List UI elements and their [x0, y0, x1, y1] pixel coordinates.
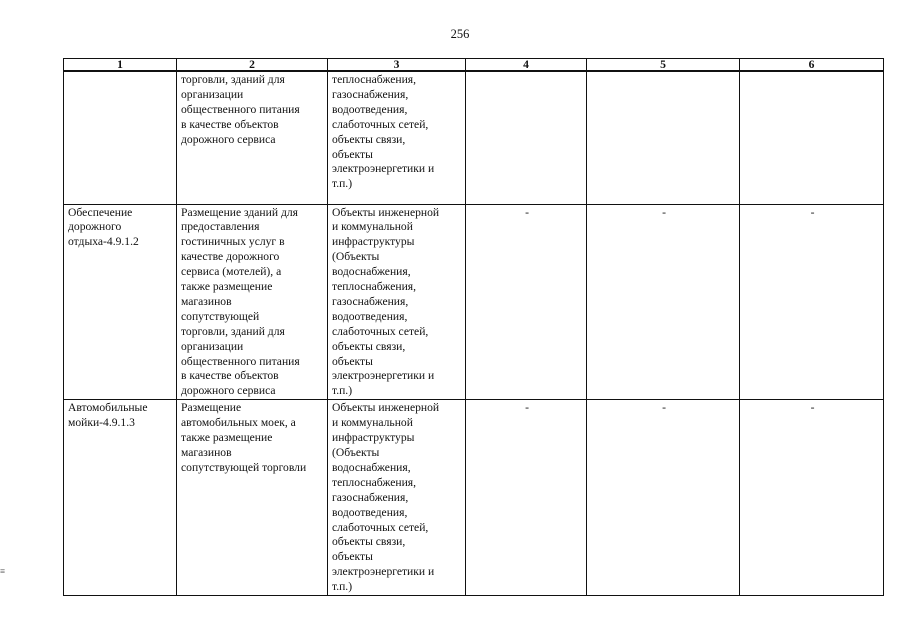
table-row: [64, 204, 884, 400]
cell-col6: -: [740, 204, 884, 400]
column-header-4: 4: [466, 59, 587, 72]
cell-description: Размещение автомобильных моек, а также размещение магазинов сопутствующей торговли: [177, 400, 328, 596]
cell-use-type: Автомобильные мойки-4.9.1.3: [64, 400, 177, 596]
land-use-table: [63, 58, 884, 596]
cell-col4: -: [466, 204, 587, 400]
cell-use-type: Обеспечение дорожного отдыха-4.9.1.2: [64, 204, 177, 400]
cell-auxiliary-objects: Объекты инженерной и коммунальной инфраструктуры (Объекты водоснабжения, теплоснабжения, газоснабжения, водоотведения, слаботочных сетей, объекты связи, объекты электроэнергетики и т.п.): [328, 204, 466, 400]
cell-col4: -: [466, 400, 587, 596]
header-row: [64, 59, 884, 72]
cell-col5: -: [587, 400, 740, 596]
page-number: 256: [450, 27, 470, 41]
cell-description: Размещение зданий для предоставления гостиничных услуг в качестве дорожного сервиса (мотелей), а также размещение магазинов сопутствующей торговли, зданий для организации общественного питания в качестве объектов дорожного сервиса: [177, 204, 328, 400]
margin-mark: ≡: [0, 566, 6, 576]
table-row: [64, 71, 884, 204]
cell-col5: -: [587, 204, 740, 400]
cell-auxiliary-objects: Объекты инженерной и коммунальной инфраструктуры (Объекты водоснабжения, теплоснабжения, газоснабжения, водоотведения, слаботочных сетей, объекты связи, объекты электроэнергетики и т.п.): [328, 400, 466, 596]
table-row: [64, 400, 884, 596]
cell-col5: [587, 71, 740, 204]
column-header-5: 5: [587, 59, 740, 72]
column-header-1: 1: [64, 59, 177, 72]
cell-col6: [740, 71, 884, 204]
cell-use-type: [64, 71, 177, 204]
cell-col4: [466, 71, 587, 204]
cell-col6: -: [740, 400, 884, 596]
cell-auxiliary-objects: теплоснабжения, газоснабжения, водоотведения, слаботочных сетей, объекты связи, объекты электроэнергетики и т.п.): [328, 71, 466, 204]
column-header-2: 2: [177, 59, 328, 72]
column-header-3: 3: [328, 59, 466, 72]
cell-description: торговли, зданий для организации общественного питания в качестве объектов дорожного сервиса: [177, 71, 328, 204]
column-header-6: 6: [740, 59, 884, 72]
